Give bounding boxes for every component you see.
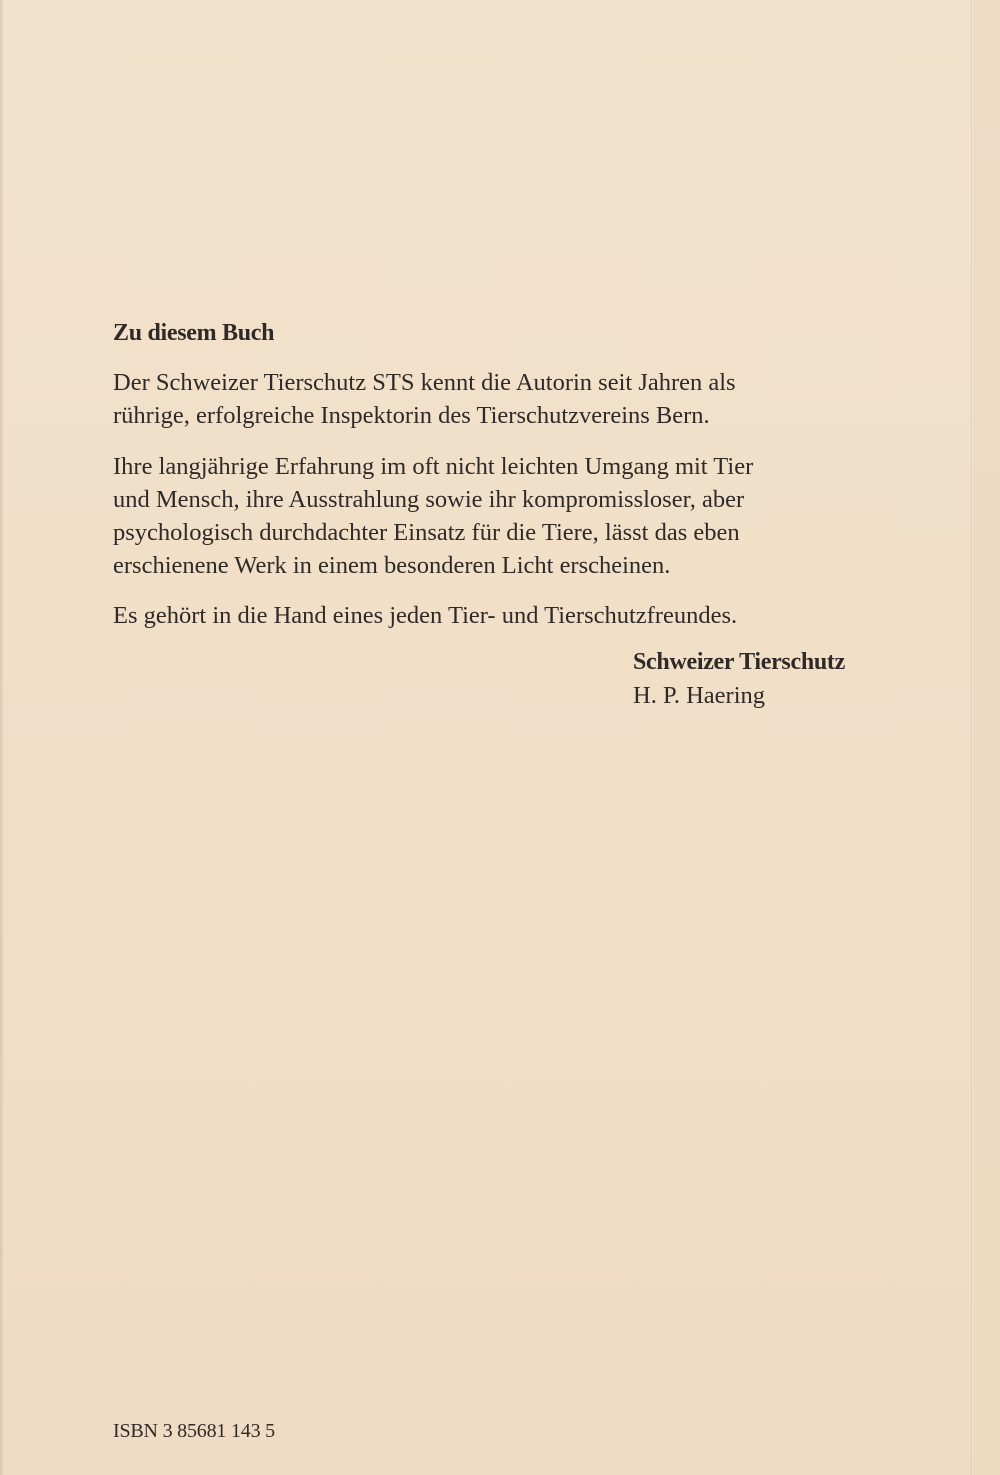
- paragraph-line: und Mensch, ihre Ausstrahlung sowie ihr kompromissloser, aber: [113, 486, 745, 513]
- paragraph-line: rührige, erfolgreiche Inspektorin des Tierschutzvereins Bern.: [113, 402, 710, 429]
- cover-fold-line: [971, 0, 973, 1475]
- paragraph-line: Der Schweizer Tierschutz STS kennt die Autorin seit Jahren als: [113, 369, 736, 396]
- paragraph-line: erschienene Werk in einem besonderen Licht erscheinen.: [113, 552, 671, 579]
- paragraph-experience: [113, 450, 753, 582]
- paragraph-intro: [113, 366, 736, 432]
- paragraph-recommendation: [113, 599, 737, 632]
- paragraph-line: Ihre langjährige Erfahrung im oft nicht leichten Umgang mit Tier: [113, 453, 754, 480]
- signature-person: H. P. Haering: [633, 682, 766, 709]
- page-edge-shadow: [0, 0, 4, 1475]
- paragraph-line: psychologisch durchdachter Einsatz für die Tiere, lässt das eben: [113, 519, 740, 546]
- section-heading: Zu diesem Buch: [113, 320, 275, 346]
- paragraph-line: Es gehört in die Hand eines jeden Tier- und Tierschutzfreundes.: [113, 602, 738, 629]
- signature-block: [633, 646, 845, 712]
- signature-organization: Schweizer Tierschutz: [633, 649, 845, 675]
- isbn-number: ISBN 3 85681 143 5: [113, 1420, 275, 1442]
- cover-flap-strip: [973, 0, 1000, 1475]
